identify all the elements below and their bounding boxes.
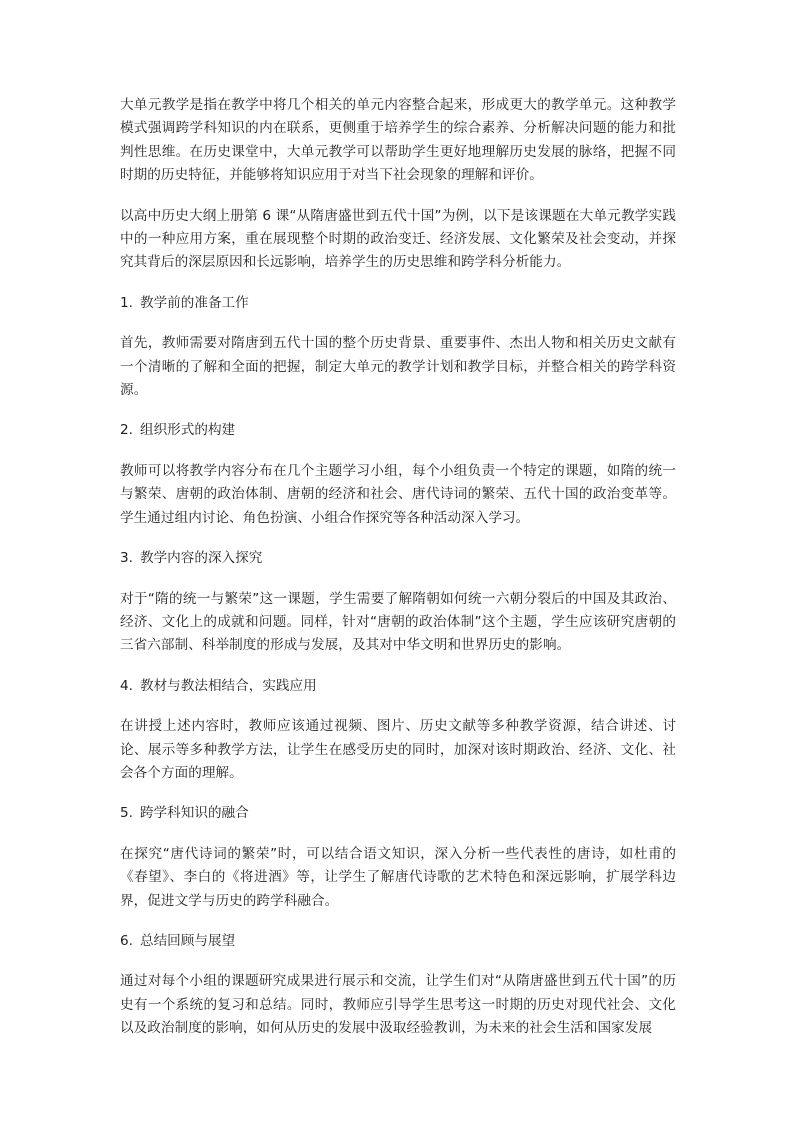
section-number: 5.	[120, 805, 133, 822]
section-number: 1.	[120, 294, 133, 311]
section-heading-5	[120, 802, 676, 825]
section-body-6: 通过对每个小组的课题研究成果进行展示和交流，让学生们对“从隋唐盛世到五代十国”的历史有一个系统的复习和总结。同时，教师应引导学生思考这一时期的历史对现代社会、文化以及政治制度的影响，如何从历史的发展中汲取经验教训，为未来的社会生活和国家发展	[120, 973, 676, 1037]
section-number: 6.	[120, 932, 133, 949]
section-body-2: 教师可以将教学内容分布在几个主题学习小组，每个小组负责一个特定的课题，如隋的统一与繁荣、唐朝的政治体制、唐朝的经济和社会、唐代诗词的繁荣、五代十国的政治变革等。学生通过组内讨论、角色扮演、小组合作探究等各种活动深入学习。	[120, 462, 676, 526]
intro-paragraph-2: 以高中历史大纲上册第 6 课“从隋唐盛世到五代十国”为例，以下是该课题在大单元教学实践中的一种应用方案，重在展现整个时期的政治变迁、经济发展、文化繁荣及社会变动，并探究其背后的深层原因和长远影响，培养学生的历史思维和跨学科分析能力。	[120, 207, 676, 271]
section-heading-3	[120, 547, 676, 570]
section-heading-text: 总结回顾与展望	[140, 932, 236, 949]
section-heading-text: 组织形式的构建	[140, 422, 236, 439]
intro-paragraph-1: 大单元教学是指在教学中将几个相关的单元内容整合起来，形成更大的教学单元。这种教学模式强调跨学科知识的内在联系，更侧重于培养学生的综合素养、分析解决问题的能力和批判性思维。在历史课堂中，大单元教学可以帮助学生更好地理解历史发展的脉络，把握不同时期的历史特征，并能够将知识应用于对当下社会现象的理解和评价。	[120, 97, 676, 184]
section-heading-text: 教学内容的深入探究	[140, 550, 263, 567]
section-heading-text: 教材与教法相结合，实践应用	[140, 677, 317, 694]
section-heading-2	[120, 419, 676, 442]
section-body-3: 对于“隋的统一与繁荣”这一课题，学生需要了解隋朝如何统一六朝分裂后的中国及其政治、经济、文化上的成就和问题。同样，针对“唐朝的政治体制”这个主题，学生应该研究唐朝的三省六部制、科举制度的形成与发展，及其对中华文明和世界历史的影响。	[120, 590, 676, 654]
document-page	[120, 94, 676, 1058]
section-heading-text: 教学前的准备工作	[140, 294, 249, 311]
section-number: 4.	[120, 677, 133, 694]
section-body-5: 在探究“唐代诗词的繁荣”时，可以结合语文知识，深入分析一些代表性的唐诗，如杜甫的《春望》、李白的《将进酒》等，让学生了解唐代诗歌的艺术特色和深远影响，扩展学科边界，促进文学与历史的跨学科融合。	[120, 845, 676, 909]
section-number: 2.	[120, 422, 133, 439]
section-heading-6	[120, 930, 676, 953]
section-body-1: 首先，教师需要对隋唐到五代十国的整个历史背景、重要事件、杰出人物和相关历史文献有一个清晰的了解和全面的把握，制定大单元的教学计划和教学目标，并整合相关的跨学科资源。	[120, 335, 676, 399]
section-heading-text: 跨学科知识的融合	[140, 805, 249, 822]
section-body-4: 在讲授上述内容时，教师应该通过视频、图片、历史文献等多种教学资源，结合讲述、讨论、展示等多种教学方法，让学生在感受历史的同时，加深对该时期政治、经济、文化、社会各个方面的理解。	[120, 718, 676, 781]
section-heading-4	[120, 675, 676, 698]
section-heading-1	[120, 292, 676, 315]
section-number: 3.	[120, 550, 133, 567]
